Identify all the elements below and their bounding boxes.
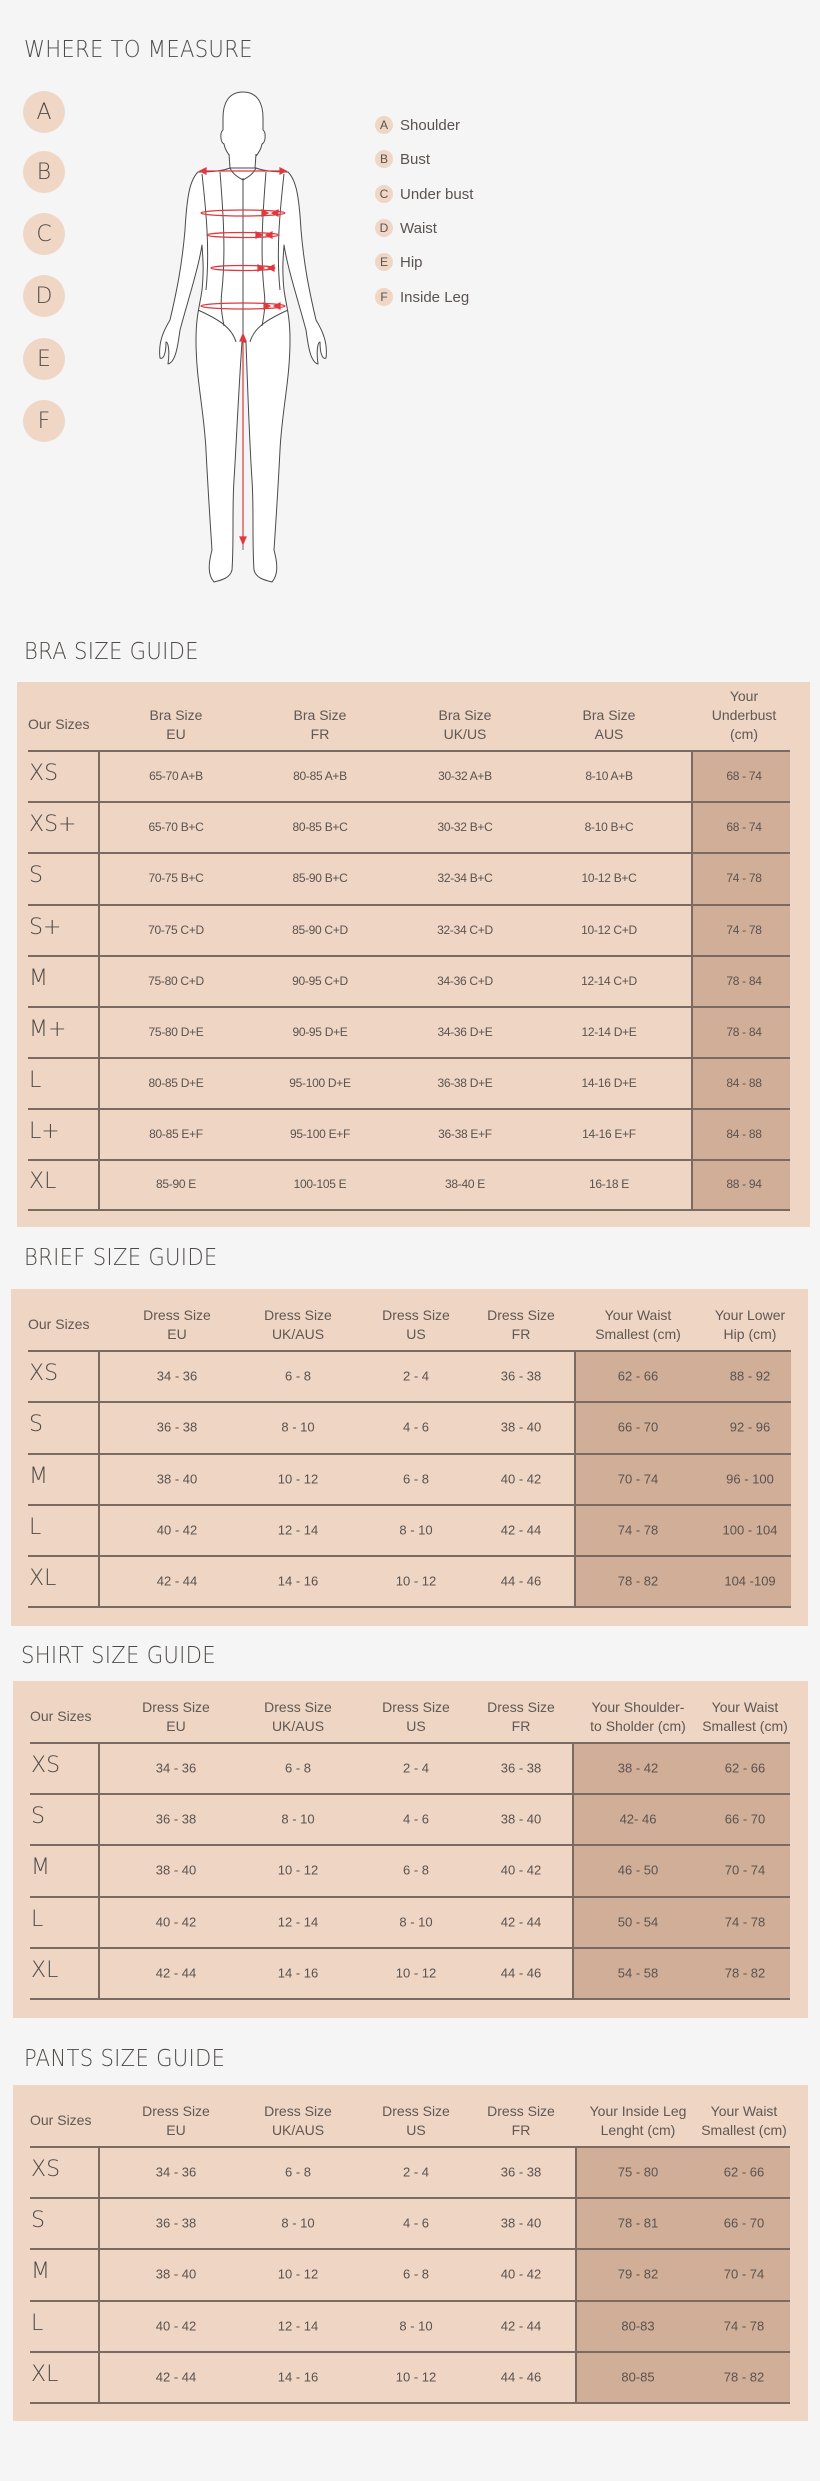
legend-badge-b: B <box>375 150 393 168</box>
row-divider <box>28 955 790 957</box>
table-cell: 66 - 70 <box>617 1419 659 1435</box>
size-label: S+ <box>29 914 62 940</box>
row-divider <box>28 1108 790 1110</box>
table-cell: 100-105 E <box>293 1177 347 1191</box>
table-cell: 38 - 42 <box>617 1760 659 1775</box>
row-divider <box>28 801 790 803</box>
row-divider <box>30 1793 790 1795</box>
table-cell: 74 - 78 <box>726 922 762 937</box>
column-header <box>487 1306 555 1344</box>
table-cell: 104 -109 <box>724 1573 776 1588</box>
column-header-line: Bra Size <box>149 707 203 723</box>
column-header-line: (cm) <box>730 726 758 742</box>
legend-item-under-bust <box>375 184 473 204</box>
table-cell: 14 - 16 <box>277 1573 319 1588</box>
table-cell: 36 - 38 <box>155 2215 197 2230</box>
legend-item-waist <box>375 218 437 238</box>
table-cell: 80-85 D+E <box>148 1075 204 1090</box>
table-cell: 90-95 C+D <box>292 973 348 988</box>
table-cell: 10-12 B+C <box>581 871 637 885</box>
table-cell: 34 - 36 <box>155 1760 197 1775</box>
column-header-line: FR <box>511 1718 531 1734</box>
size-label: XL <box>29 1565 57 1591</box>
table-cell: 16-18 E <box>589 1177 629 1191</box>
column-header-line: Dress Size <box>142 1699 210 1715</box>
table-cell: 42- 46 <box>619 1811 657 1826</box>
table-cell: 30-32 A+B <box>438 768 492 783</box>
table-cell: 42 - 44 <box>156 1573 198 1588</box>
bra-size-guide-title: BRA SIZE GUIDE <box>24 639 199 665</box>
table-cell: 88 - 94 <box>726 1177 762 1191</box>
table-cell: 68 - 74 <box>726 819 762 834</box>
table-cell: 8 - 10 <box>399 2318 433 2333</box>
column-header-line: US <box>406 1326 426 1342</box>
table-cell: 40 - 42 <box>155 1914 197 1929</box>
table-cell: 36 - 38 <box>500 2164 542 2179</box>
legend-badge-c: C <box>375 185 393 203</box>
table-cell: 78 - 84 <box>726 973 762 988</box>
table-cell: 66 - 70 <box>723 2215 765 2230</box>
badge-e: E <box>23 338 65 380</box>
table-cell: 10 - 12 <box>277 1471 319 1486</box>
table-cell: 74 - 78 <box>724 1914 766 1929</box>
legend-label: Bust <box>400 150 431 168</box>
size-label: L <box>31 2310 44 2336</box>
table-cell: 78 - 84 <box>726 1024 762 1039</box>
column-header <box>382 2102 450 2140</box>
table-cell: 6 - 8 <box>402 1862 430 1878</box>
column-header <box>264 1698 332 1736</box>
table-cell: 6 - 8 <box>402 2266 430 2282</box>
table-cell: 12 - 14 <box>277 1522 319 1537</box>
column-header-line: Lenght (cm) <box>600 2122 676 2138</box>
table-cell: 34-36 D+E <box>437 1024 493 1039</box>
highlight-column-divider <box>572 1742 574 1998</box>
row-divider <box>30 2248 790 2250</box>
row-divider <box>30 2351 790 2353</box>
table-cell: 50 - 54 <box>617 1914 659 1929</box>
table-cell: 4 - 6 <box>402 1811 430 1826</box>
size-label: S <box>29 863 43 888</box>
size-label: XS <box>31 1752 61 1778</box>
table-cell: 46 - 50 <box>617 1862 659 1878</box>
size-label: L <box>31 1906 44 1932</box>
badge-f: F <box>23 400 65 442</box>
column-header <box>143 1306 211 1344</box>
size-label: L+ <box>29 1118 60 1144</box>
table-cell: 8-10 B+C <box>584 819 634 834</box>
badge-d: D <box>23 275 65 317</box>
table-cell: 8 - 10 <box>281 2215 315 2230</box>
size-column-divider <box>98 1742 100 1998</box>
row-divider <box>30 2197 790 2199</box>
table-cell: 36 - 38 <box>500 1760 542 1775</box>
table-cell: 6 - 8 <box>284 1368 312 1383</box>
table-cell: 4 - 6 <box>402 1419 430 1435</box>
table-cell: 70-75 C+D <box>148 922 204 937</box>
table-cell: 42 - 44 <box>500 2318 542 2333</box>
table-cell: 40 - 42 <box>500 1471 542 1486</box>
table-cell: 36 - 38 <box>155 1811 197 1826</box>
row-divider <box>30 2146 790 2148</box>
row-divider <box>28 1209 790 1211</box>
table-cell: 8 - 10 <box>399 1914 433 1929</box>
row-divider <box>30 2300 790 2302</box>
size-label: S <box>29 1412 43 1437</box>
column-header-line: FR <box>511 2122 531 2138</box>
table-cell: 10 - 12 <box>395 1573 437 1588</box>
table-cell: 80-85 E+F <box>149 1126 203 1141</box>
table-cell: 85-90 E <box>156 1177 196 1191</box>
table-cell: 10 - 12 <box>277 1862 319 1878</box>
legend-item-shoulder <box>375 115 460 135</box>
column-header-line: Dress Size <box>142 2103 210 2119</box>
column-header-line: Your Shoulder- <box>591 1699 685 1715</box>
highlight-column-divider <box>574 1350 576 1606</box>
pants-size-guide-title: PANTS SIZE GUIDE <box>24 2046 226 2072</box>
column-header-line: Dress Size <box>264 1699 332 1715</box>
column-header-line: Your <box>729 688 759 704</box>
table-cell: 92 - 96 <box>729 1419 771 1435</box>
table-cell: 38 - 40 <box>500 1811 542 1826</box>
column-header-line: Your Lower <box>714 1307 786 1323</box>
column-header-line: Dress Size <box>264 2103 332 2119</box>
table-cell: 40 - 42 <box>156 1522 198 1537</box>
table-cell: 38 - 40 <box>500 1419 542 1435</box>
size-label: XS <box>29 1360 59 1386</box>
table-cell: 10 - 12 <box>277 2266 319 2282</box>
column-header <box>590 2102 687 2140</box>
column-header-our-sizes: Our Sizes <box>30 2112 92 2128</box>
column-header <box>150 706 203 744</box>
table-cell: 34 - 36 <box>156 1368 198 1383</box>
column-header-line: Your Inside Leg <box>589 2103 687 2119</box>
badge-a: A <box>23 91 65 133</box>
row-divider <box>30 1947 790 1949</box>
table-cell: 38-40 E <box>445 1177 485 1191</box>
highlight-column-divider <box>691 750 693 1209</box>
table-cell: 88 - 92 <box>729 1368 771 1383</box>
legend-badge-d: D <box>375 219 393 237</box>
table-cell: 95-100 D+E <box>289 1075 351 1090</box>
table-cell: 44 - 46 <box>500 2369 542 2384</box>
row-divider <box>28 750 790 752</box>
table-cell: 44 - 46 <box>500 1573 542 1588</box>
table-cell: 6 - 8 <box>284 2164 312 2179</box>
badge-c: C <box>23 213 65 255</box>
table-cell: 36-38 D+E <box>437 1075 493 1090</box>
table-cell: 38 - 40 <box>155 2266 197 2282</box>
table-cell: 2 - 4 <box>402 1760 430 1775</box>
row-divider <box>28 904 790 906</box>
row-divider <box>28 852 790 854</box>
size-column-divider <box>98 1350 100 1606</box>
table-cell: 8 - 10 <box>281 1419 315 1435</box>
table-cell: 70-75 B+C <box>148 871 204 885</box>
column-header-our-sizes: Our Sizes <box>28 1316 90 1332</box>
row-divider <box>28 1606 791 1608</box>
table-cell: 40 - 42 <box>155 2318 197 2333</box>
column-header-line: Dress Size <box>382 1307 450 1323</box>
column-header-line: Smallest (cm) <box>595 1326 681 1342</box>
table-cell: 90-95 D+E <box>292 1024 348 1039</box>
table-cell: 84 - 88 <box>726 1126 762 1141</box>
table-cell: 80-85 B+C <box>292 819 348 834</box>
column-header-line: EU <box>166 2122 186 2138</box>
size-column-divider <box>98 2146 100 2402</box>
column-header <box>142 2102 210 2140</box>
size-label: XL <box>29 1169 57 1194</box>
column-header-line: EU <box>166 1718 186 1734</box>
column-header-line: UK/US <box>443 726 487 742</box>
column-header <box>382 1306 450 1344</box>
column-header <box>264 1306 332 1344</box>
table-cell: 8-10 A+B <box>585 768 633 783</box>
legend-item-inside-leg <box>375 287 469 307</box>
table-cell: 12 - 14 <box>277 1914 319 1929</box>
column-header <box>701 2102 787 2140</box>
column-header-line: Dress Size <box>382 1699 450 1715</box>
size-label: M <box>29 1463 48 1489</box>
table-cell: 8 - 10 <box>399 1522 433 1537</box>
column-header <box>487 2102 555 2140</box>
table-cell: 2 - 4 <box>402 2164 430 2179</box>
table-cell: 70 - 74 <box>724 1862 766 1878</box>
column-header <box>142 1698 210 1736</box>
table-cell: 85-90 C+D <box>292 922 348 937</box>
section-title: WHERE TO MEASURE <box>24 37 253 63</box>
table-cell: 62 - 66 <box>724 1760 766 1775</box>
table-cell: 14 - 16 <box>277 1965 319 1980</box>
table-cell: 68 - 74 <box>726 768 762 783</box>
row-divider <box>28 1006 790 1008</box>
column-header-line: Hip (cm) <box>723 1326 777 1342</box>
legend-label: Waist <box>400 219 437 237</box>
row-divider <box>28 1057 790 1059</box>
column-header-line: US <box>406 1718 426 1734</box>
table-cell: 96 - 100 <box>726 1471 774 1486</box>
table-cell: 4 - 6 <box>402 2215 430 2230</box>
table-cell: 66 - 70 <box>724 1811 766 1826</box>
table-cell: 75 - 80 <box>617 2164 659 2179</box>
column-header <box>583 706 636 744</box>
column-header-line: to Sholder (cm) <box>590 1718 686 1734</box>
table-cell: 38 - 40 <box>156 1471 198 1486</box>
column-header-line: UK/AUS <box>271 2122 325 2138</box>
table-cell: 38 - 40 <box>500 2215 542 2230</box>
table-cell: 14-16 E+F <box>582 1126 636 1141</box>
size-label: M <box>31 2259 50 2284</box>
column-header-line: Dress Size <box>382 2103 450 2119</box>
table-cell: 62 - 66 <box>617 1368 659 1383</box>
column-header <box>487 1698 555 1736</box>
table-cell: 85-90 B+C <box>292 871 348 885</box>
table-cell: 75-80 C+D <box>148 973 204 988</box>
column-header-line: EU <box>167 1326 187 1342</box>
table-cell: 100 - 104 <box>722 1522 778 1537</box>
table-cell: 12-14 D+E <box>581 1024 637 1039</box>
column-header-line: US <box>406 2122 426 2138</box>
table-cell: 34 - 36 <box>155 2164 197 2179</box>
table-cell: 8 - 10 <box>281 1811 315 1826</box>
table-cell: 74 - 78 <box>723 2318 765 2333</box>
table-cell: 36 - 38 <box>500 1368 542 1383</box>
table-cell: 80-85 <box>621 2369 655 2384</box>
legend-item-bust <box>375 149 430 169</box>
legend-badge-a: A <box>375 116 393 134</box>
column-header-line: EU <box>166 726 186 742</box>
column-header <box>712 687 777 744</box>
column-header-line: Dress Size <box>487 1699 555 1715</box>
column-header-line: Bra Size <box>582 707 636 723</box>
table-cell: 2 - 4 <box>402 1368 430 1383</box>
legend-label: Under bust <box>400 185 474 203</box>
row-divider <box>28 1555 791 1557</box>
column-header-line: FR <box>310 726 330 742</box>
table-cell: 79 - 82 <box>617 2266 659 2282</box>
column-header <box>715 1306 785 1344</box>
table-cell: 40 - 42 <box>500 1862 542 1878</box>
table-cell: 78 - 82 <box>723 2369 765 2384</box>
column-header-line: UK/AUS <box>271 1326 325 1342</box>
size-label: XL <box>31 2361 59 2387</box>
column-header-line: Your Waist <box>604 1307 672 1323</box>
column-header <box>294 706 347 744</box>
size-label: L <box>29 1514 42 1540</box>
size-label: XS+ <box>29 811 77 837</box>
size-label: XS <box>31 2156 61 2182</box>
column-header-line: Dress Size <box>487 1307 555 1323</box>
size-label: M <box>31 1855 50 1880</box>
size-label: M <box>29 965 48 991</box>
legend-badge-e: E <box>375 253 393 271</box>
table-cell: 10 - 12 <box>395 2369 437 2384</box>
table-cell: 32-34 B+C <box>437 871 493 885</box>
table-cell: 78 - 82 <box>724 1965 766 1980</box>
table-cell: 44 - 46 <box>500 1965 542 1980</box>
table-cell: 32-34 C+D <box>437 922 493 937</box>
table-cell: 74 - 78 <box>617 1522 659 1537</box>
table-cell: 40 - 42 <box>500 2266 542 2282</box>
column-header-line: Smallest (cm) <box>701 2122 787 2138</box>
column-header-line: Smallest (cm) <box>702 1718 788 1734</box>
column-header-line: Your Waist <box>710 2103 778 2119</box>
table-cell: 70 - 74 <box>723 2266 765 2282</box>
table-cell: 78 - 81 <box>617 2215 659 2230</box>
row-divider <box>28 1159 790 1161</box>
table-cell: 42 - 44 <box>155 1965 197 1980</box>
table-cell: 36 - 38 <box>156 1419 198 1435</box>
legend-label: Inside Leg <box>400 288 470 306</box>
column-header-line: Your Waist <box>711 1699 779 1715</box>
column-header-line: Bra Size <box>293 707 347 723</box>
table-cell: 95-100 E+F <box>289 1126 351 1141</box>
badge-b: B <box>23 151 65 193</box>
column-header-line: AUS <box>594 726 624 742</box>
table-cell: 12 - 14 <box>277 2318 319 2333</box>
table-cell: 14-16 D+E <box>581 1075 637 1090</box>
table-cell: 54 - 58 <box>617 1965 659 1980</box>
table-cell: 78 - 82 <box>617 1573 659 1588</box>
size-label: XL <box>31 1957 59 1983</box>
size-label: L <box>29 1067 42 1093</box>
table-cell: 65-70 B+C <box>148 819 204 834</box>
column-header-line: Dress Size <box>264 1307 332 1323</box>
size-column-divider <box>98 750 100 1209</box>
column-header <box>590 1698 686 1736</box>
table-cell: 80-85 A+B <box>293 768 347 783</box>
size-label: S <box>31 1803 45 1829</box>
column-header-line: Bra Size <box>438 707 492 723</box>
table-cell: 10-12 C+D <box>581 922 637 937</box>
shirt-size-guide-title: SHIRT SIZE GUIDE <box>21 1643 216 1669</box>
column-header-line: Underbust <box>711 707 777 723</box>
column-header <box>595 1306 681 1344</box>
column-header-line: FR <box>511 1326 531 1342</box>
column-header <box>264 2102 332 2140</box>
table-cell: 38 - 40 <box>155 1862 197 1878</box>
row-divider <box>28 1504 791 1506</box>
table-cell: 42 - 44 <box>500 1914 542 1929</box>
table-cell: 62 - 66 <box>723 2164 765 2179</box>
column-header-line: Dress Size <box>487 2103 555 2119</box>
column-header <box>702 1698 788 1736</box>
table-cell: 84 - 88 <box>726 1075 762 1090</box>
table-cell: 42 - 44 <box>500 1522 542 1537</box>
table-cell: 6 - 8 <box>402 1471 430 1486</box>
column-header <box>439 706 492 744</box>
legend-badge-f: F <box>375 288 393 306</box>
column-header <box>382 1698 450 1736</box>
size-label: S <box>31 2207 45 2233</box>
column-header-our-sizes: Our Sizes <box>30 1708 92 1724</box>
table-cell: 75-80 D+E <box>148 1024 204 1039</box>
row-divider <box>28 1350 791 1352</box>
table-cell: 36-38 E+F <box>438 1126 492 1141</box>
size-label: M+ <box>29 1016 67 1042</box>
table-cell: 74 - 78 <box>726 871 762 885</box>
table-cell: 42 - 44 <box>155 2369 197 2384</box>
row-divider <box>28 1401 791 1403</box>
table-cell: 80-83 <box>621 2318 655 2333</box>
row-divider <box>30 2402 790 2404</box>
column-header-our-sizes: Our Sizes <box>28 716 90 732</box>
table-cell: 10 - 12 <box>395 1965 437 1980</box>
legend-item-hip <box>375 252 423 272</box>
row-divider <box>30 1844 790 1846</box>
row-divider <box>30 1896 790 1898</box>
size-label: XS <box>29 760 59 786</box>
table-cell: 12-14 C+D <box>581 973 637 988</box>
table-cell: 14 - 16 <box>277 2369 319 2384</box>
legend-label: Shoulder <box>400 116 461 134</box>
row-divider <box>30 1998 790 2000</box>
legend-label: Hip <box>400 253 423 271</box>
highlight-column-divider <box>575 2146 577 2402</box>
table-cell: 30-32 B+C <box>437 819 493 834</box>
table-cell: 6 - 8 <box>284 1760 312 1775</box>
row-divider <box>28 1453 791 1455</box>
column-header-line: Dress Size <box>143 1307 211 1323</box>
row-divider <box>30 1742 790 1744</box>
brief-size-guide-title: BRIEF SIZE GUIDE <box>24 1245 218 1271</box>
table-cell: 34-36 C+D <box>437 973 493 988</box>
column-header-line: UK/AUS <box>271 1718 325 1734</box>
table-cell: 70 - 74 <box>617 1471 659 1486</box>
body-figure-icon <box>140 80 350 600</box>
table-cell: 65-70 A+B <box>149 768 203 783</box>
